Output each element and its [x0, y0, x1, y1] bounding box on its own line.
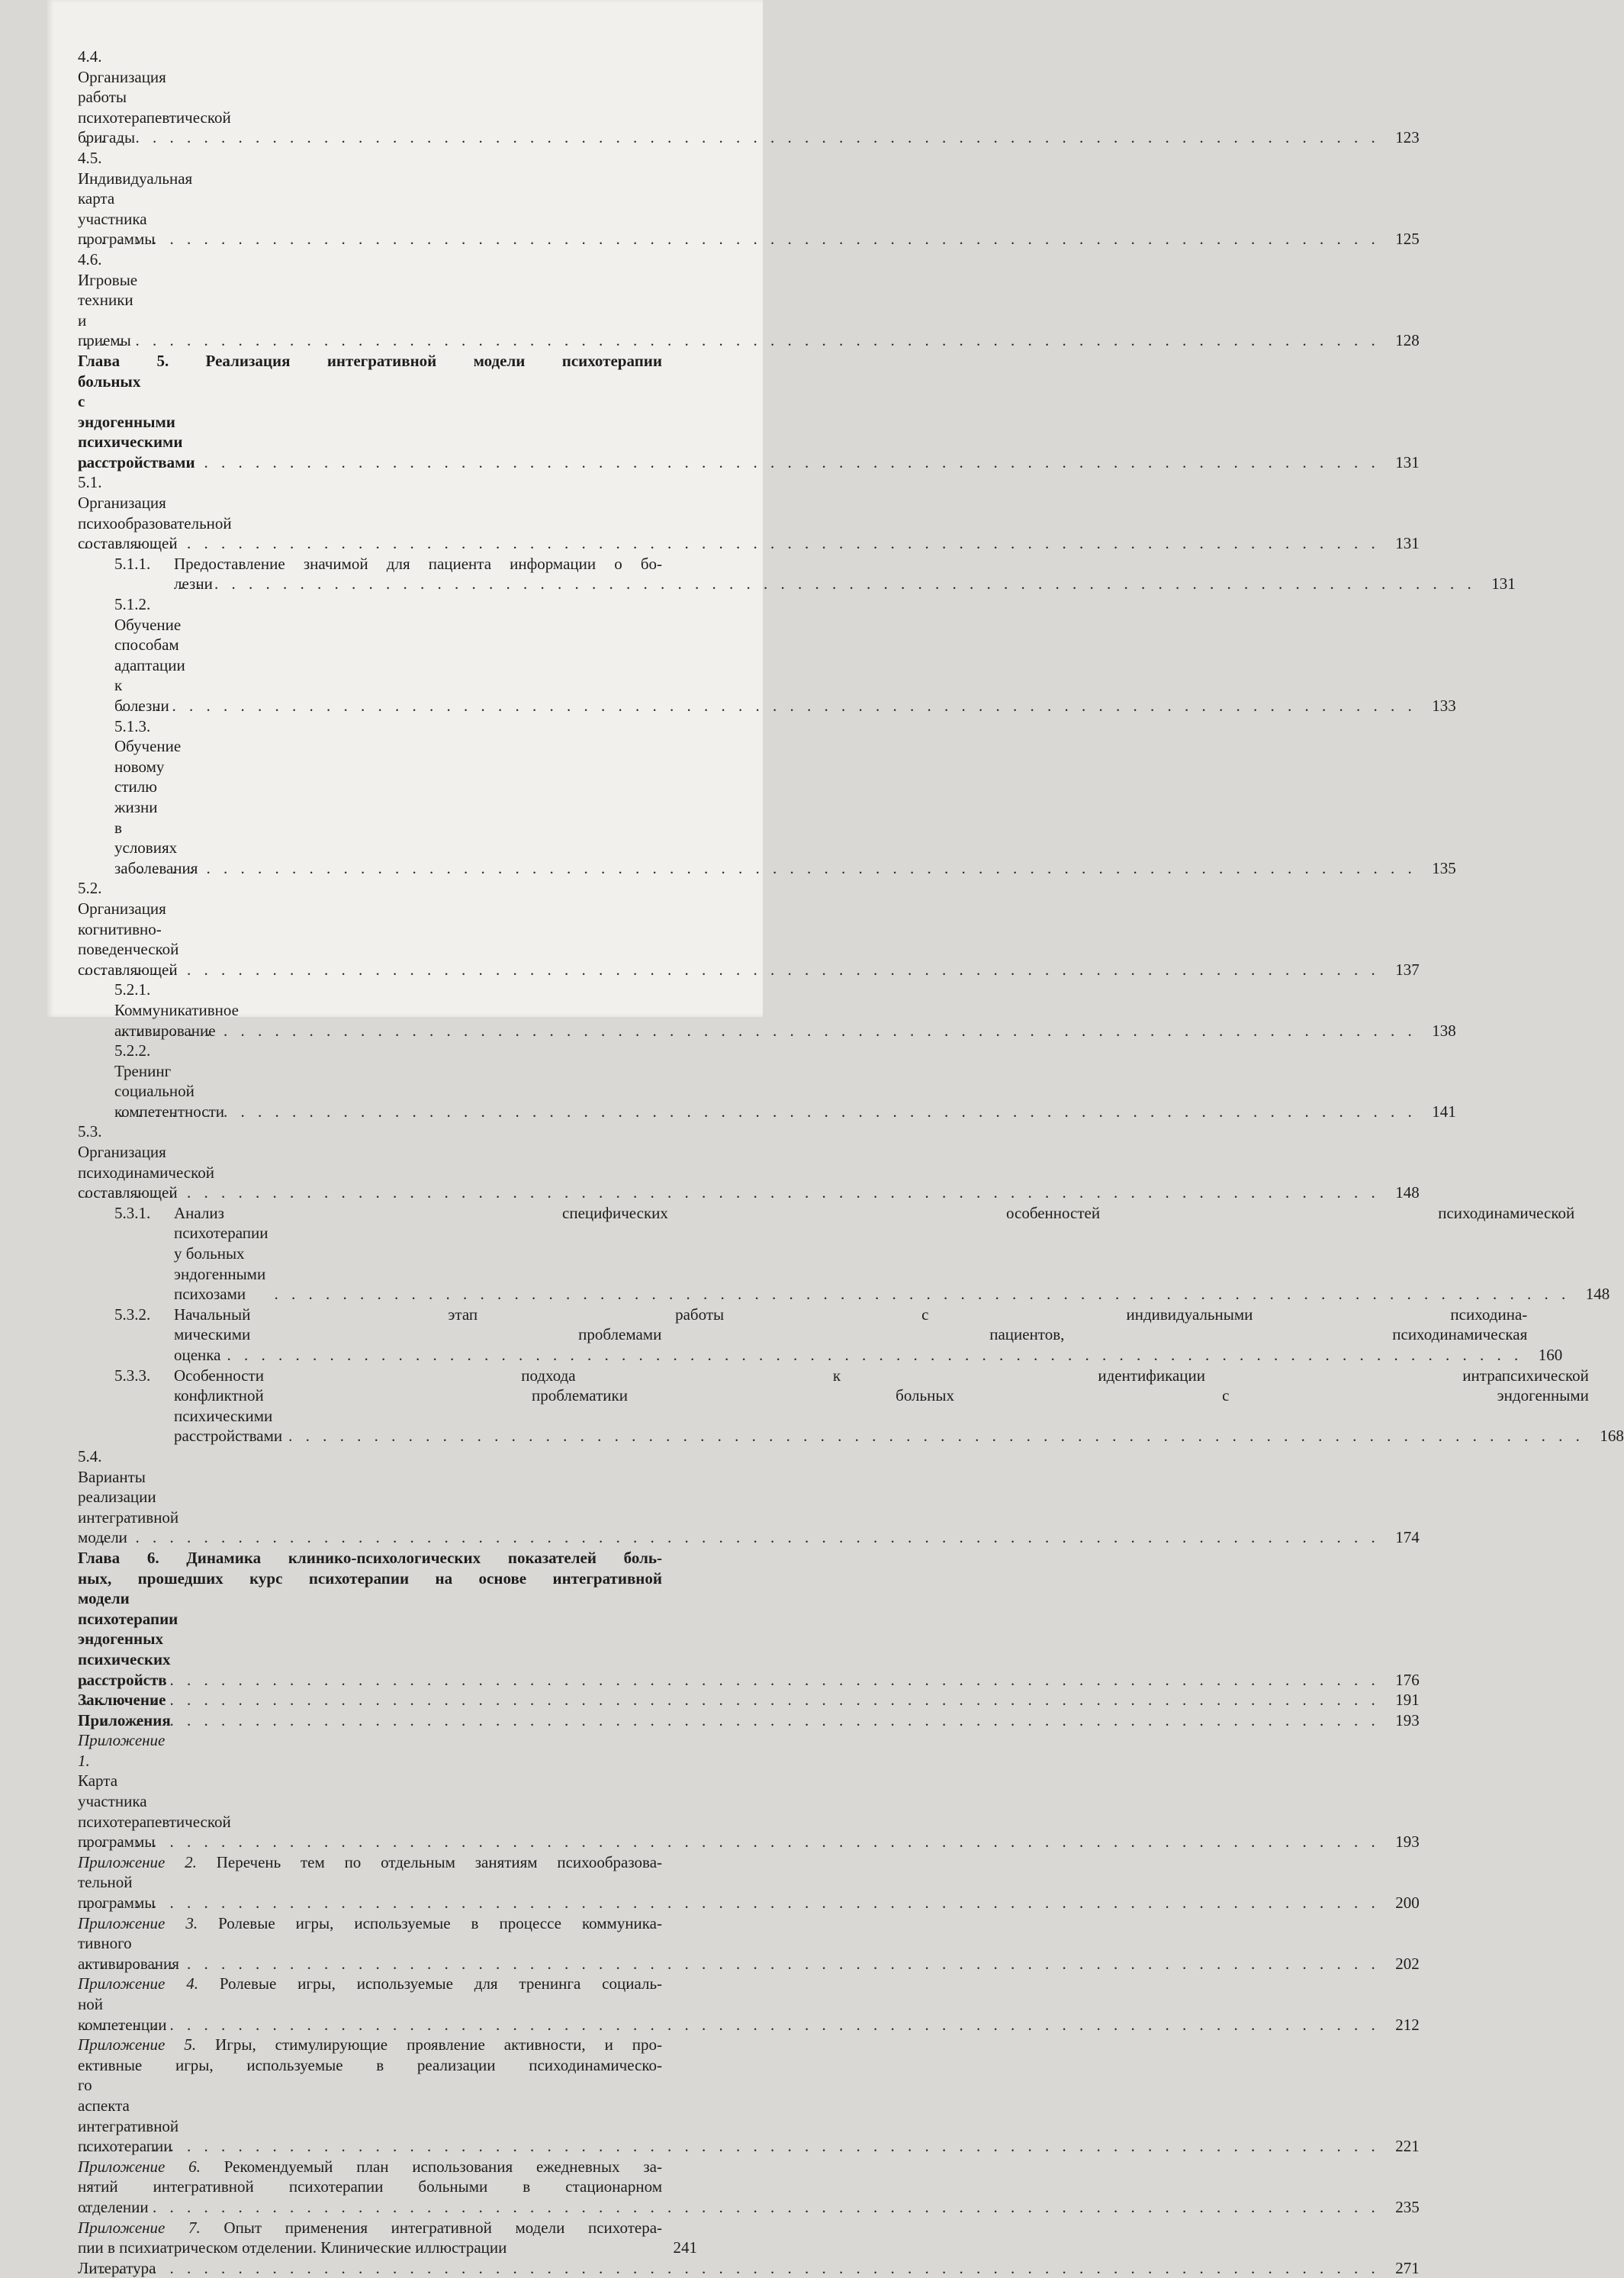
dot-leader: [84, 1527, 1380, 1548]
dot-leader: [84, 2136, 1380, 2157]
dot-leader: [84, 1670, 1380, 1691]
section-number: 5.2.1.: [114, 980, 151, 999]
page-number: 138: [1432, 1021, 1456, 1040]
dot-leader: [84, 960, 1380, 980]
page-number: 174: [1395, 1528, 1420, 1547]
toc-entry-appendices[interactable]: Приложения . . . 193: [78, 1710, 697, 1731]
appendix-label: Приложение 2.: [78, 1852, 197, 1871]
page-number: 168: [1600, 1427, 1624, 1446]
dot-leader: [84, 229, 1380, 249]
section-title-line: Начальный этап работы с индивидуальными психодина-: [174, 1305, 1528, 1324]
section-title-line: мическими проблемами пациентов, психодинамическая: [174, 1325, 1528, 1344]
appendix-title-line: Ролевые игры, используемые в процессе коммуника-: [218, 1913, 662, 1932]
table-of-contents: [78, 47, 1624, 2278]
page-number: 148: [1585, 1285, 1610, 1304]
toc-entry-appendix-7[interactable]: [78, 2218, 697, 2258]
dot-leader: [84, 2197, 1380, 2218]
page-number: 133: [1432, 697, 1456, 715]
section-number: 5.1.3.: [114, 716, 151, 735]
toc-entry-5-3-1[interactable]: [78, 1203, 1610, 1305]
appendix-label: Приложение 3.: [78, 1913, 198, 1932]
toc-entry-appendix-3[interactable]: Приложение 3. Ролевые игры, используемые в процессе коммуника- тивного активирования . . . 202: [78, 1913, 697, 1974]
appendix-title-line: Перечень тем по отдельным занятиям психообразова-: [216, 1852, 663, 1871]
section-number: 5.1.1.: [114, 554, 151, 573]
page-number: 131: [1491, 574, 1516, 594]
dot-leader: [84, 1690, 1380, 1710]
toc-entry-chapter-5[interactable]: Глава 5. Реализация интегративной модели психотерапии больных с эндогенными психическими расстройствами . . . 131: [78, 351, 697, 473]
toc-entry-5-4[interactable]: [78, 1446, 1420, 1548]
appendix-title-line: Игры, стимулирующие проявление активности, и про-: [215, 2035, 663, 2054]
section-title: Игровые техники и приемы: [78, 270, 138, 350]
dot-leader: [84, 1954, 1380, 1974]
dot-leader: [180, 574, 1476, 594]
appendix-title: Карта участника психотерапевтической программы: [78, 1771, 231, 1852]
chapter-title-line: Глава 6. Динамика клинико-психологических показателей боль-: [78, 1548, 662, 1567]
toc-entry-appendix-4[interactable]: Приложение 4. Ролевые игры, используемые для тренинга социаль- ной компетенции . . . 212: [78, 1974, 697, 2035]
dot-leader: [84, 1710, 1380, 1731]
page-number: 125: [1395, 230, 1420, 249]
toc-entry-5-1-3[interactable]: [78, 716, 1456, 879]
page-number: 176: [1395, 1670, 1420, 1689]
section-number: 5.2.: [78, 879, 102, 898]
section-number: 5.3.3.: [114, 1366, 151, 1385]
toc-entry-appendix-2[interactable]: Приложение 2. Перечень тем по отдельным занятиям психообразова- тельной программы . . . 200: [78, 1852, 697, 1913]
dot-leader: [84, 2258, 1380, 2278]
section-number: 5.3.1.: [114, 1203, 151, 1222]
page-number: 202: [1395, 1954, 1420, 1973]
page-number: 123: [1395, 128, 1420, 147]
toc-entry-5-1-1[interactable]: 5.1.1. Предоставление значимой для пациента информации о бо- лезни . . . 131: [78, 554, 697, 594]
dot-leader: [121, 1102, 1417, 1122]
page-number: 200: [1395, 1894, 1420, 1913]
dot-leader: [84, 452, 1380, 473]
page-number: 137: [1395, 960, 1420, 979]
section-number: 5.4.: [78, 1446, 102, 1466]
toc-entry-5-3[interactable]: [78, 1121, 1420, 1202]
dot-leader: [227, 1345, 1523, 1366]
toc-entry-appendix-6[interactable]: Приложение 6. Рекомендуемый план использования ежедневных за- нятий интегративной психотерапии больными в стационарном отделении . . . 235: [78, 2157, 697, 2218]
appendix-label: Приложение 4.: [78, 1974, 198, 1993]
page-number: 271: [1395, 2258, 1420, 2277]
toc-entry-references[interactable]: Литература . . . 271: [78, 2258, 697, 2278]
toc-entry-4-5[interactable]: [78, 148, 1420, 249]
appendix-title-line: Рекомендуемый план использования ежедневных за-: [224, 2157, 662, 2176]
page-number: 221: [1395, 2137, 1420, 2156]
section-number: 5.3.: [78, 1122, 102, 1141]
toc-entry-chapter-6[interactable]: Глава 6. Динамика клинико-психологических показателей боль- ных, прошедших курс психотерапии на основе интегративной модели психотерапии эндогенных психических расстройств . . . 176: [78, 1548, 697, 1690]
dot-leader: [84, 2015, 1380, 2035]
appendix-title-line: нятий интегративной психотерапии больными в стационарном: [78, 2177, 662, 2196]
section-title: Организация психодинамической составляющей: [78, 1143, 215, 1202]
section-title: Организация психообразовательной составляющей: [78, 494, 232, 553]
section-title: Тренинг социальной компетентности: [114, 1061, 224, 1121]
section-title: Обучение новому стилю жизни в условиях заболевания: [114, 737, 198, 877]
page-number: 241: [673, 2238, 697, 2257]
section-title: Организация когнитивно-поведенческой составляющей: [78, 899, 179, 979]
section-number: 5.1.: [78, 473, 102, 492]
dot-leader: [84, 533, 1380, 554]
appendix-label: Приложение 7.: [78, 2218, 201, 2237]
page-number: 193: [1395, 1710, 1420, 1729]
section-title-line: оценка: [174, 1346, 221, 1364]
section-title-line: Предоставление значимой для пациента информации о бо-: [174, 554, 662, 573]
appendix-title-line: Опыт применения интегративной модели психотера-: [224, 2218, 663, 2237]
toc-entry-5-1[interactable]: [78, 472, 1420, 553]
section-title-line: психотерапии у больных эндогенными психозами: [174, 1224, 269, 1304]
page-number: 131: [1395, 452, 1420, 471]
section-number: 5.3.2.: [114, 1305, 151, 1324]
page-number: 141: [1432, 1102, 1456, 1121]
dot-leader: [84, 330, 1380, 351]
appendix-title-line: Ролевые игры, используемые для тренинга социаль-: [219, 1974, 663, 1993]
section-number: 4.6.: [78, 249, 102, 269]
dot-leader: [84, 1182, 1380, 1203]
appendix-label: Приложение 6.: [78, 2157, 201, 2176]
toc-entry-5-1-2[interactable]: [78, 594, 1456, 716]
section-title: Варианты реализации интегративной модели: [78, 1467, 179, 1547]
dot-leader: [84, 127, 1380, 148]
page-number: 193: [1395, 1832, 1420, 1852]
page-number: 148: [1395, 1183, 1420, 1202]
toc-entry-appendix-1[interactable]: [78, 1730, 1420, 1852]
toc-entry-4-6[interactable]: [78, 249, 1420, 351]
toc-entry-4-4[interactable]: [78, 47, 1420, 148]
section-title-line: психическими расстройствами: [174, 1406, 283, 1446]
appendix-label: Приложение 5.: [78, 2035, 197, 2054]
section-title: Организация работы психотерапевтической бригады: [78, 67, 231, 147]
page-number: 160: [1538, 1346, 1563, 1364]
page-number: 191: [1395, 1691, 1420, 1710]
toc-entry-5-3-3[interactable]: [78, 1366, 1624, 1446]
appendix-label: Приложение 1.: [78, 1731, 166, 1770]
chapter-title-line: ных, прошедших курс психотерапии на основе интегративной: [78, 1569, 662, 1588]
section-title: Обучение способам адаптации к болезни: [114, 615, 185, 715]
dot-leader: [121, 858, 1417, 879]
toc-entry-conclusion[interactable]: Заключение . . . 191: [78, 1690, 697, 1710]
dot-leader: [84, 1832, 1380, 1852]
section-number: 4.5.: [78, 148, 102, 167]
dot-leader: [121, 696, 1417, 716]
section-number: 5.2.2.: [114, 1041, 151, 1060]
toc-entry-appendix-5[interactable]: Приложение 5. Игры, стимулирующие проявление активности, и про- ективные игры, используемые в реализации психодинамическо- го аспекта интегративной психотерапии . . . 221: [78, 2035, 697, 2157]
appendix-title-line: пии в психиатрическом отделении. Клинические иллюстрации: [78, 2238, 507, 2257]
section-title: Коммуникативное активирование: [114, 1000, 239, 1040]
toc-entry-5-2-1[interactable]: [78, 980, 1456, 1041]
dot-leader: [84, 1893, 1380, 1913]
page-number: 235: [1395, 2197, 1420, 2216]
section-title-line: Особенности подхода к идентификации интрапсихической: [174, 1366, 1589, 1385]
toc-entry-5-2[interactable]: [78, 878, 1420, 980]
toc-entry-5-3-2[interactable]: [78, 1305, 1563, 1366]
dot-leader: [274, 1284, 1570, 1305]
page-number: 135: [1432, 858, 1456, 877]
appendix-title-line: ективные игры, используемые в реализации психодинамическо-: [78, 2055, 662, 2074]
dot-leader: [288, 1426, 1584, 1446]
chapter-title-line: Глава 5. Реализация интегративной модели психотерапии: [78, 351, 662, 370]
section-title-line: Анализ специфических особенностей психодинамической: [174, 1203, 1575, 1222]
section-title: Индивидуальная карта участника программы: [78, 169, 193, 249]
section-number: 5.1.2.: [114, 595, 151, 614]
page-number: 131: [1395, 534, 1420, 553]
section-number: 4.4.: [78, 47, 102, 66]
page-number: 212: [1395, 2015, 1420, 2034]
dot-leader: [121, 1021, 1417, 1041]
toc-entry-5-2-2[interactable]: [78, 1041, 1456, 1121]
page-number: 128: [1395, 331, 1420, 350]
section-title-line: конфликтной проблематики больных с эндогенными: [174, 1386, 1589, 1405]
